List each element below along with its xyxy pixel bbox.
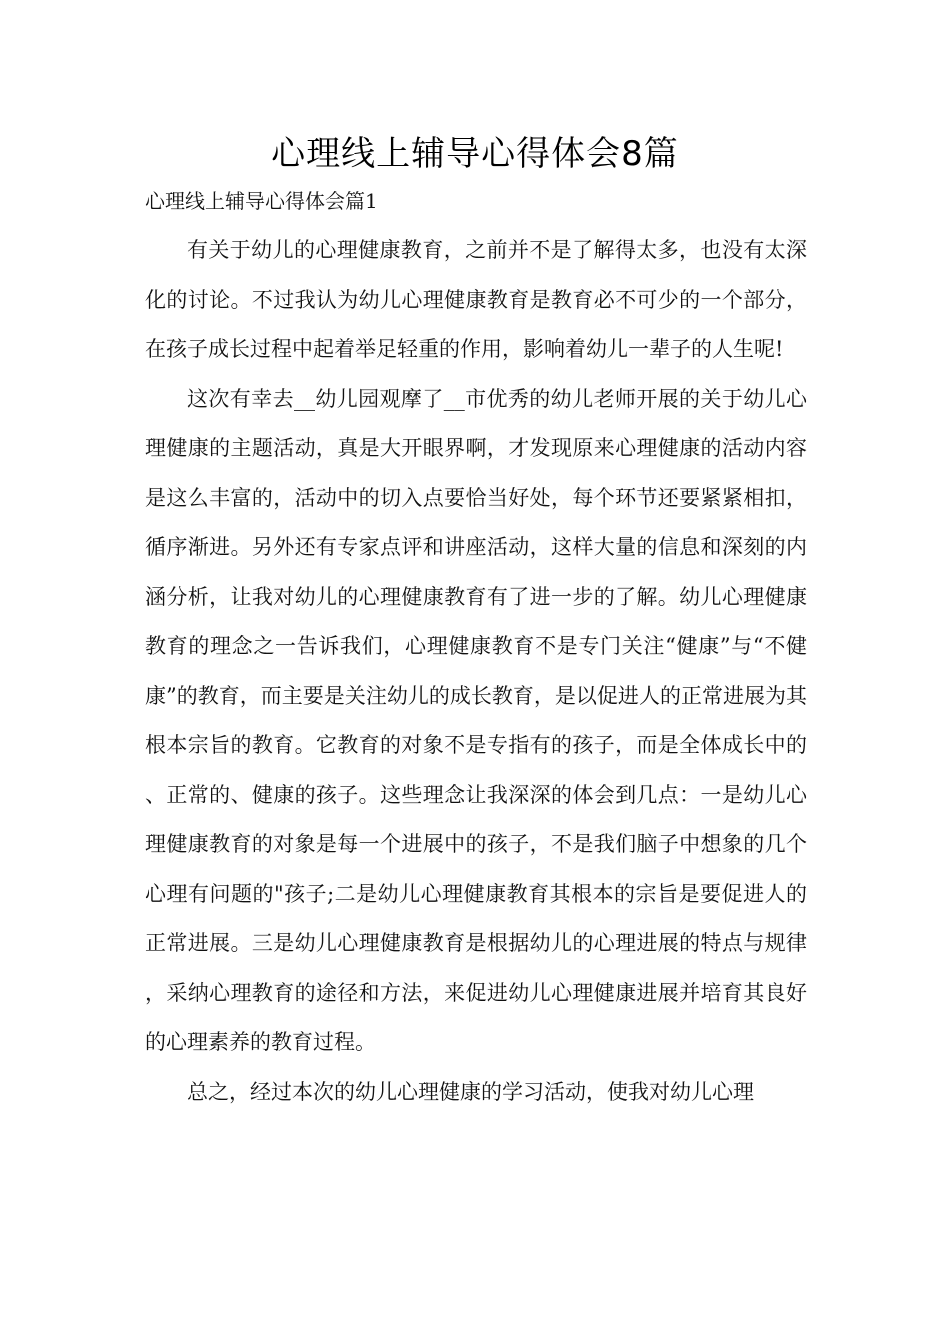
- paragraph-2: 这次有幸去__幼儿园观摩了__市优秀的幼儿老师开展的关于幼儿心理健康的主题活动，真是大开眼界啊，才发现原来心理健康的活动内容是这么丰富的，活动中的切入点要恰当好处，每个环节还要紧紧相扣，循序渐进。另外还有专家点评和讲座活动，这样大量的信息和深刻的内涵分析，让我对幼儿的心理健康教育有了进一步的了解。幼儿心理健康教育的理念之一告诉我们，心理健康教育不是专门关注“健康”与“不健康”的教育，而主要是关注幼儿的成长教育，是以促进人的正常进展为其根本宗旨的教育。它教育的对象不是专指有的孩子，而是全体成长中的、正常的、健康的孩子。这些理念让我深深的体会到几点：一是幼儿心理健康教育的对象是每一个进展中的孩子，不是我们脑子中想象的几个心理有问题的"孩子;二是幼儿心理健康教育其根本的宗旨是要促进人的正常进展。三是幼儿心理健康教育是根据幼儿的心理进展的特点与规律，采纳心理教育的途径和方法，来促进幼儿心理健康进展并培育其良好的心理素养的教育过程。: [145, 386, 807, 1054]
- paragraph-1: 有关于幼儿的心理健康教育，之前并不是了解得太多，也没有太深化的讨论。不过我认为幼儿心理健康教育是教育必不可少的一个部分，在孩子成长过程中起着举足轻重的作用，影响着幼儿一辈子的人生呢!: [145, 238, 807, 361]
- section-heading: 心理线上辅导心得体会篇1: [145, 189, 378, 213]
- document-title: 心理线上辅导心得体会8篇: [271, 134, 679, 174]
- document-body: [145, 226, 807, 1117]
- paragraph-3: 总之，经过本次的幼儿心理健康的学习活动，使我对幼儿心理: [187, 1079, 754, 1104]
